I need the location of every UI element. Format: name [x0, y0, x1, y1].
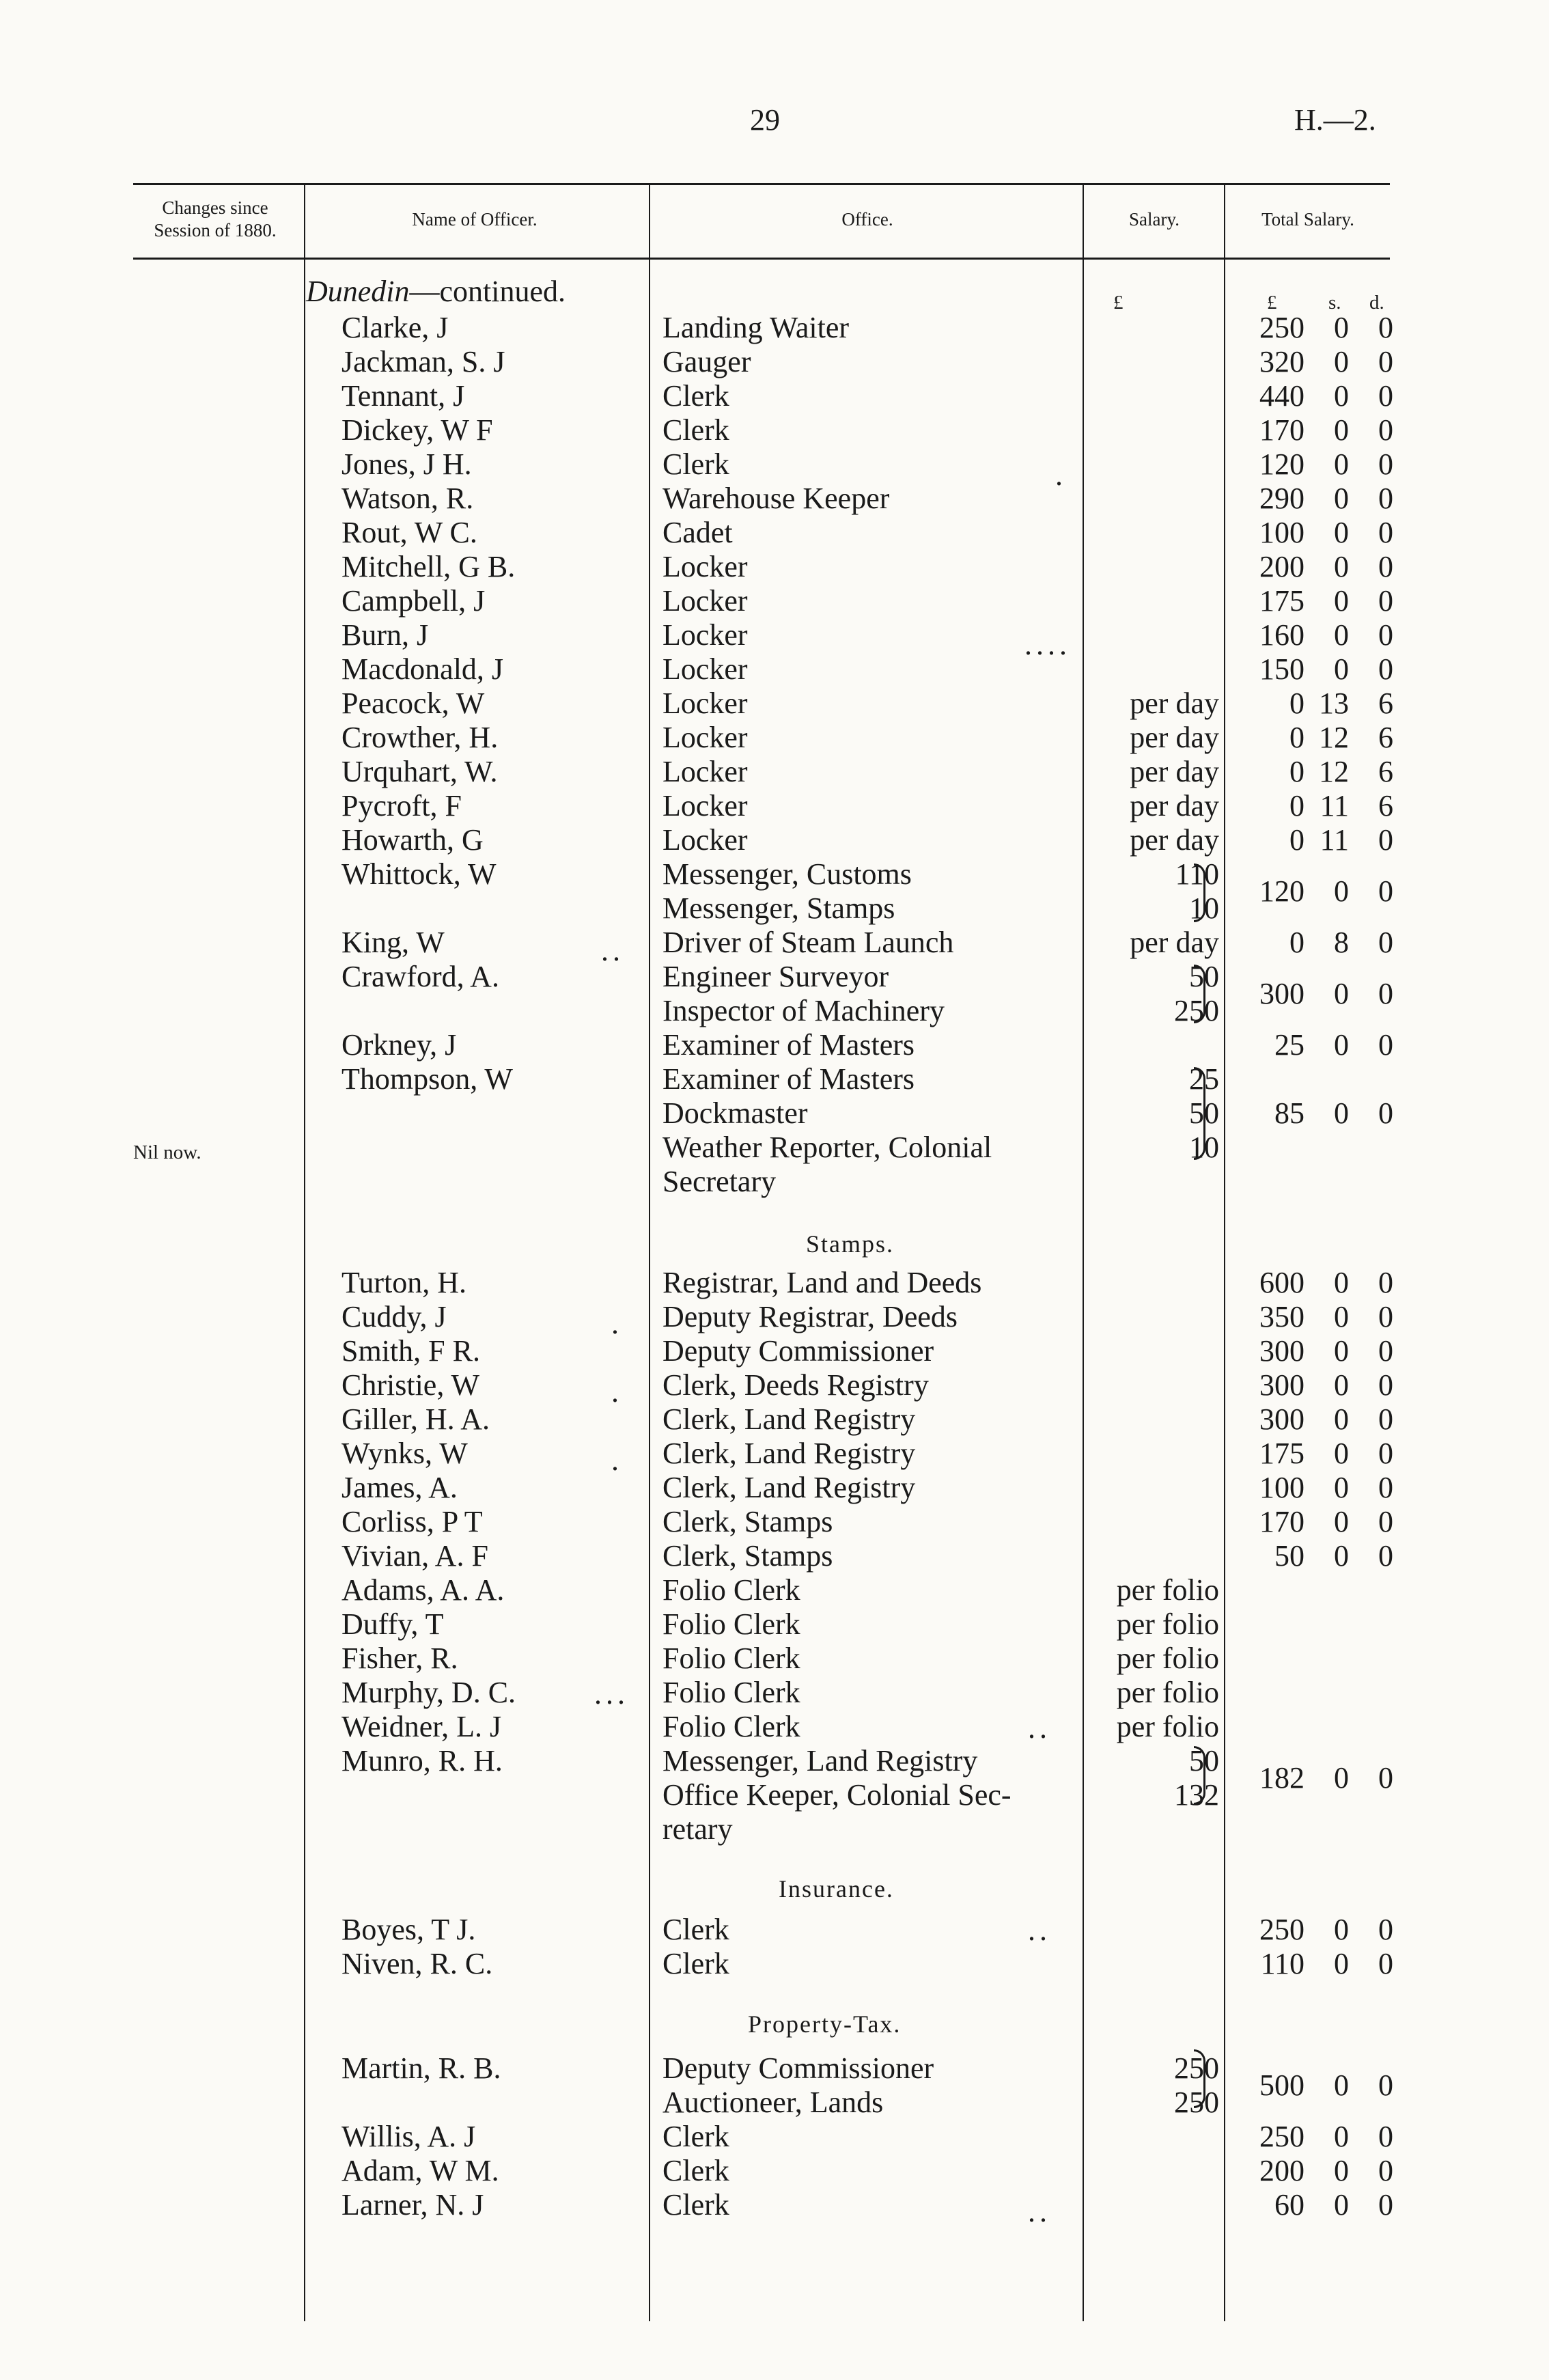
officer-office: Clerk, Land Registry — [662, 1471, 916, 1504]
officer-office: Clerk — [662, 2154, 729, 2187]
officer-office: Warehouse Keeper — [662, 482, 890, 515]
officer-office: Locker — [662, 584, 748, 618]
officer-office: Deputy Registrar, Deeds — [662, 1300, 958, 1333]
total-pence: 0 — [1378, 1334, 1393, 1368]
total-pounds: 290 — [1259, 482, 1304, 515]
officer-salary: per day — [1130, 789, 1219, 822]
total-pounds: 250 — [1259, 2120, 1304, 2153]
officer-office: Gauger — [662, 345, 751, 378]
total-pounds: 170 — [1259, 1505, 1304, 1538]
total-pence: 0 — [1378, 2188, 1393, 2222]
leader-dots: . — [611, 1443, 623, 1477]
officer-name: Duffy, T — [341, 1607, 444, 1641]
total-shillings: 0 — [1334, 447, 1349, 481]
column-header-salary: Salary. — [1129, 209, 1180, 230]
officer-office: Deputy Commissioner — [662, 1334, 934, 1368]
total-shillings: 0 — [1334, 1028, 1349, 1062]
officer-office: Clerk — [662, 2120, 729, 2153]
officer-name: Jackman, S. J — [341, 345, 505, 378]
total-shillings: 0 — [1334, 413, 1349, 447]
total-pence: 0 — [1378, 1300, 1393, 1333]
officer-salary: per day — [1130, 721, 1219, 754]
leader-dots: .. — [1028, 2195, 1051, 2228]
total-pence: 0 — [1378, 618, 1393, 652]
officer-name: Macdonald, J — [341, 652, 504, 686]
officer-office: Weather Reporter, Colonial — [662, 1131, 992, 1164]
officer-name: Weidner, L. J — [341, 1710, 502, 1743]
officer-salary: 110 — [1175, 857, 1219, 891]
total-shillings: 0 — [1334, 2154, 1349, 2187]
total-pence: 6 — [1378, 721, 1393, 754]
page-reference: H.—2. — [1294, 103, 1376, 137]
total-pounds: 300 — [1259, 1368, 1304, 1402]
section-insurance: Insurance. — [779, 1875, 894, 1902]
rule-name-office — [649, 183, 650, 2321]
officer-salary: 132 — [1174, 1778, 1219, 1812]
total-pounds: 440 — [1259, 379, 1304, 413]
total-pence: 0 — [1378, 2120, 1393, 2153]
officer-name: James, A. — [341, 1471, 458, 1504]
officer-office: Clerk — [662, 1947, 729, 1980]
total-shillings: 0 — [1334, 652, 1349, 686]
officer-salary: per folio — [1116, 1573, 1219, 1607]
officer-name: Mitchell, G B. — [341, 550, 516, 583]
total-shillings: 12 — [1319, 755, 1349, 788]
total-pounds: 170 — [1259, 413, 1304, 447]
officer-office: Locker — [662, 823, 748, 857]
total-shillings: 0 — [1334, 516, 1349, 549]
total-pounds: 300 — [1259, 1402, 1304, 1436]
officer-office: Clerk — [662, 447, 729, 481]
officer-name: Crowther, H. — [341, 721, 499, 754]
officer-name: Wynks, W — [341, 1437, 468, 1470]
total-pounds: 100 — [1259, 1471, 1304, 1504]
officer-office: Clerk, Deeds Registry — [662, 1368, 929, 1402]
total-pence: 0 — [1378, 2068, 1393, 2102]
total-pounds: 182 — [1259, 1761, 1304, 1795]
total-pounds: 60 — [1274, 2188, 1304, 2222]
officer-name: Orkney, J — [341, 1028, 457, 1062]
total-pence: 0 — [1378, 482, 1393, 515]
officer-name: Peacock, W — [341, 687, 485, 720]
total-pence: 0 — [1378, 584, 1393, 618]
total-shillings: 0 — [1334, 584, 1349, 618]
officer-name: Watson, R. — [341, 482, 474, 515]
dunedin-label: Dunedin — [306, 275, 410, 308]
total-pence: 0 — [1378, 874, 1393, 908]
header-bottom-rule — [133, 258, 1390, 260]
officer-salary: 50 — [1189, 1744, 1219, 1777]
officer-name: Crawford, A. — [341, 960, 499, 993]
column-header-changes-line2: Session of 1880. — [154, 220, 277, 240]
total-unit-shillings: s. — [1328, 292, 1341, 314]
total-pounds: 500 — [1259, 2068, 1304, 2102]
leader-dots: .... — [1024, 628, 1071, 661]
total-shillings: 0 — [1334, 1402, 1349, 1436]
total-pounds: 200 — [1259, 550, 1304, 583]
officer-name: Smith, F R. — [341, 1334, 480, 1368]
officer-office: Auctioneer, Lands — [662, 2086, 884, 2119]
column-header-changes-line1: Changes since — [162, 197, 268, 218]
total-pounds: 25 — [1274, 1028, 1304, 1062]
total-pence: 6 — [1378, 789, 1393, 822]
officer-office: Clerk — [662, 2188, 729, 2222]
officer-office: Examiner of Masters — [662, 1062, 915, 1096]
officer-salary: 10 — [1189, 1131, 1219, 1164]
officer-salary: 50 — [1189, 1096, 1219, 1130]
officer-name: Fisher, R. — [341, 1642, 458, 1675]
officer-name: Munro, R. H. — [341, 1744, 503, 1777]
total-pence: 0 — [1378, 447, 1393, 481]
total-pounds: 350 — [1259, 1300, 1304, 1333]
total-pounds: 0 — [1289, 755, 1304, 788]
total-pence: 0 — [1378, 1028, 1393, 1062]
officer-office: Locker — [662, 721, 748, 754]
officer-office: Clerk, Stamps — [662, 1539, 833, 1573]
officer-salary: 250 — [1174, 994, 1219, 1027]
officer-office: Folio Clerk — [662, 1676, 800, 1709]
section-stamps: Stamps. — [806, 1230, 895, 1258]
officer-salary: per folio — [1116, 1676, 1219, 1709]
total-pence: 0 — [1378, 345, 1393, 378]
officer-salary: per day — [1130, 926, 1219, 959]
total-pence: 0 — [1378, 1402, 1393, 1436]
total-pence: 0 — [1378, 652, 1393, 686]
officer-office: retary — [662, 1812, 733, 1846]
officer-office: Landing Waiter — [662, 311, 850, 344]
total-pounds: 50 — [1274, 1539, 1304, 1573]
officer-salary: per folio — [1116, 1607, 1219, 1641]
total-pence: 0 — [1378, 1096, 1393, 1130]
officer-name: Giller, H. A. — [341, 1402, 490, 1436]
officer-salary: 250 — [1174, 2051, 1219, 2085]
total-pence: 6 — [1378, 687, 1393, 720]
officer-name: Cuddy, J — [341, 1300, 447, 1333]
total-shillings: 0 — [1334, 345, 1349, 378]
leader-dots: .. — [1028, 1913, 1051, 1947]
total-pounds: 250 — [1259, 1913, 1304, 1946]
total-pounds: 175 — [1259, 1437, 1304, 1470]
total-pence: 0 — [1378, 413, 1393, 447]
leader-dots: . — [611, 1375, 623, 1409]
officer-name: Vivian, A. F — [341, 1539, 488, 1573]
officer-salary: per folio — [1116, 1642, 1219, 1675]
officer-office: Examiner of Masters — [662, 1028, 915, 1062]
officer-salary: per day — [1130, 755, 1219, 788]
total-shillings: 0 — [1334, 1334, 1349, 1368]
officer-office: Office Keeper, Colonial Sec- — [662, 1778, 1011, 1812]
officer-office: Clerk, Land Registry — [662, 1437, 916, 1470]
officer-name: Willis, A. J — [341, 2120, 476, 2153]
total-pence: 0 — [1378, 823, 1393, 857]
total-shillings: 8 — [1334, 926, 1349, 959]
officer-name: King, W — [341, 926, 445, 959]
total-shillings: 0 — [1334, 2188, 1349, 2222]
total-pounds: 120 — [1259, 447, 1304, 481]
officer-salary: 50 — [1189, 960, 1219, 993]
column-header-changes — [133, 197, 297, 242]
officer-name: Pycroft, F — [341, 789, 462, 822]
rule-changes-name — [304, 183, 305, 2321]
officer-name: Whittock, W — [341, 857, 497, 891]
officer-office: Folio Clerk — [662, 1642, 800, 1675]
total-shillings: 0 — [1334, 1913, 1349, 1946]
total-pounds: 0 — [1289, 823, 1304, 857]
total-shillings: 0 — [1334, 977, 1349, 1010]
total-pounds: 200 — [1259, 2154, 1304, 2187]
officer-office: Clerk — [662, 413, 729, 447]
total-pounds: 0 — [1289, 721, 1304, 754]
total-pounds: 160 — [1259, 618, 1304, 652]
officer-salary: per folio — [1116, 1710, 1219, 1743]
officer-office: Locker — [662, 755, 748, 788]
leader-dots: . — [1055, 458, 1067, 492]
total-pence: 0 — [1378, 516, 1393, 549]
officer-name: Boyes, T J. — [341, 1913, 476, 1946]
total-pence: 0 — [1378, 1266, 1393, 1299]
total-shillings: 0 — [1334, 482, 1349, 515]
officer-name: Adam, W M. — [341, 2154, 499, 2187]
total-pence: 0 — [1378, 379, 1393, 413]
officer-name: Murphy, D. C. — [341, 1676, 516, 1709]
changes-note: Nil now. — [133, 1141, 201, 1163]
total-pence: 0 — [1378, 1539, 1393, 1573]
rule-office-salary — [1083, 183, 1084, 2321]
total-unit-pounds: £ — [1267, 292, 1277, 314]
officer-office: Locker — [662, 550, 748, 583]
officer-office: Locker — [662, 652, 748, 686]
officer-office: Messenger, Stamps — [662, 891, 895, 925]
officer-salary: 250 — [1174, 2086, 1219, 2119]
section-property-tax: Property-Tax. — [748, 2010, 902, 2038]
officer-office: Deputy Commissioner — [662, 2051, 934, 2085]
officer-name: Rout, W C. — [341, 516, 477, 549]
total-pounds: 0 — [1289, 926, 1304, 959]
total-pence: 0 — [1378, 1368, 1393, 1402]
officer-office: Clerk — [662, 379, 729, 413]
total-shillings: 11 — [1320, 789, 1349, 822]
officer-office: Messenger, Customs — [662, 857, 912, 891]
total-pence: 0 — [1378, 2154, 1393, 2187]
officer-office: Folio Clerk — [662, 1710, 800, 1743]
total-pounds: 85 — [1274, 1096, 1304, 1130]
total-pounds: 600 — [1259, 1266, 1304, 1299]
total-unit-pence: d. — [1369, 292, 1384, 314]
total-shillings: 0 — [1334, 550, 1349, 583]
total-shillings: 0 — [1334, 1368, 1349, 1402]
total-shillings: 0 — [1334, 874, 1349, 908]
officer-office: Engineer Surveyor — [662, 960, 889, 993]
officer-office: Dockmaster — [662, 1096, 808, 1130]
column-header-office: Office. — [841, 209, 893, 230]
officer-office: Folio Clerk — [662, 1573, 800, 1607]
officer-name: Adams, A. A. — [341, 1573, 505, 1607]
officer-office: Locker — [662, 789, 748, 822]
officer-office: Registrar, Land and Deeds — [662, 1266, 982, 1299]
leader-dots: . — [611, 1307, 623, 1340]
officer-salary: per day — [1130, 687, 1219, 720]
total-pounds: 0 — [1289, 687, 1304, 720]
total-pounds: 175 — [1259, 584, 1304, 618]
officer-salary: per day — [1130, 823, 1219, 857]
officer-office: Secretary — [662, 1165, 777, 1198]
total-pence: 0 — [1378, 550, 1393, 583]
total-shillings: 0 — [1334, 1947, 1349, 1980]
officer-salary: 10 — [1189, 891, 1219, 925]
total-shillings: 0 — [1334, 1096, 1349, 1130]
officer-office: Messenger, Land Registry — [662, 1744, 978, 1777]
officer-office: Clerk, Stamps — [662, 1505, 833, 1538]
total-pounds: 320 — [1259, 345, 1304, 378]
officer-name: Christie, W — [341, 1368, 480, 1402]
leader-dots: .. — [601, 934, 624, 967]
column-header-name: Name of Officer. — [412, 209, 538, 230]
officer-name: Clarke, J — [341, 311, 449, 344]
total-shillings: 0 — [1334, 618, 1349, 652]
leader-dots: ... — [594, 1677, 629, 1711]
officer-name: Burn, J — [341, 618, 429, 652]
total-shillings: 0 — [1334, 1471, 1349, 1504]
total-pounds: 100 — [1259, 516, 1304, 549]
total-pence: 0 — [1378, 1437, 1393, 1470]
total-pence: 0 — [1378, 926, 1393, 959]
total-pounds: 250 — [1259, 311, 1304, 344]
total-pounds: 120 — [1259, 874, 1304, 908]
rule-salary-total — [1224, 183, 1225, 2321]
officer-name: Niven, R. C. — [341, 1947, 493, 1980]
officer-name: Tennant, J — [341, 379, 465, 413]
section-dunedin-continued — [306, 275, 566, 309]
officer-name: Turton, H. — [341, 1266, 466, 1299]
total-shillings: 0 — [1334, 1266, 1349, 1299]
officer-office: Clerk — [662, 1913, 729, 1946]
leader-dots: .. — [1028, 1711, 1051, 1745]
total-pounds: 110 — [1260, 1947, 1304, 1980]
officer-office: Clerk, Land Registry — [662, 1402, 916, 1436]
total-pence: 0 — [1378, 1505, 1393, 1538]
officer-office: Locker — [662, 687, 748, 720]
total-shillings: 0 — [1334, 1437, 1349, 1470]
total-shillings: 0 — [1334, 1761, 1349, 1795]
officer-office: Locker — [662, 618, 748, 652]
total-shillings: 0 — [1334, 1300, 1349, 1333]
officer-name: Jones, J H. — [341, 447, 472, 481]
officer-name: Howarth, G — [341, 823, 484, 857]
officer-name: Thompson, W — [341, 1062, 513, 1096]
total-pounds: 150 — [1259, 652, 1304, 686]
total-pounds: 300 — [1259, 977, 1304, 1010]
total-shillings: 12 — [1319, 721, 1349, 754]
total-shillings: 0 — [1334, 1505, 1349, 1538]
total-shillings: 0 — [1334, 2068, 1349, 2102]
total-pence: 0 — [1378, 977, 1393, 1010]
total-pence: 0 — [1378, 311, 1393, 344]
officer-office: Inspector of Machinery — [662, 994, 945, 1027]
total-pence: 0 — [1378, 1947, 1393, 1980]
officer-name: Larner, N. J — [341, 2188, 484, 2222]
total-shillings: 0 — [1334, 379, 1349, 413]
total-pence: 0 — [1378, 1761, 1393, 1795]
column-header-total: Total Salary. — [1261, 209, 1354, 230]
page-number: 29 — [750, 103, 780, 137]
total-shillings: 0 — [1334, 2120, 1349, 2153]
officer-name: Campbell, J — [341, 584, 486, 618]
continued-label: —continued. — [409, 275, 566, 308]
total-pence: 0 — [1378, 1913, 1393, 1946]
total-shillings: 11 — [1320, 823, 1349, 857]
salary-unit: £ — [1113, 292, 1124, 314]
total-pence: 6 — [1378, 755, 1393, 788]
total-shillings: 13 — [1319, 687, 1349, 720]
officer-office: Cadet — [662, 516, 733, 549]
total-pence: 0 — [1378, 1471, 1393, 1504]
officer-office: Folio Clerk — [662, 1607, 800, 1641]
officer-office: Driver of Steam Launch — [662, 926, 954, 959]
officer-name: Urquhart, W. — [341, 755, 498, 788]
total-pounds: 0 — [1289, 789, 1304, 822]
officer-name: Dickey, W F — [341, 413, 493, 447]
total-pounds: 300 — [1259, 1334, 1304, 1368]
officer-name: Corliss, P T — [341, 1505, 483, 1538]
total-shillings: 0 — [1334, 1539, 1349, 1573]
officer-name: Martin, R. B. — [341, 2051, 501, 2085]
total-shillings: 0 — [1334, 311, 1349, 344]
header-top-rule — [133, 183, 1390, 185]
officer-salary: 25 — [1189, 1062, 1219, 1096]
